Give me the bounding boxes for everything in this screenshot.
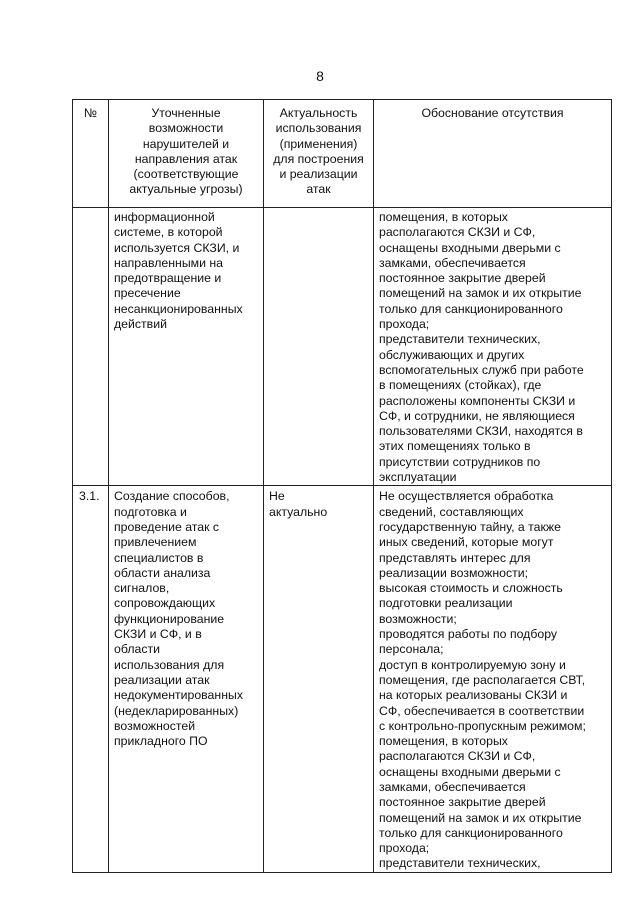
justification-text-line: присутствии сотрудников по [379, 454, 541, 469]
justification-text-line: доступ в контролируемую зону и [379, 657, 566, 672]
table-row [73, 486, 612, 872]
justification-text-line: помещения, в которых [379, 210, 508, 224]
capability-text-line: возможностей [114, 718, 196, 733]
justification-text-line: обслуживающих и других [379, 347, 525, 362]
relevance-cell [264, 486, 374, 872]
justification-text-line: постоянное закрытие дверей [379, 271, 546, 286]
justification-text-line: реализации возможности; [379, 565, 529, 580]
row-number [73, 208, 108, 210]
capability-text-line: проведение атак с [114, 519, 220, 534]
justification-text-line: замками, обеспечивается [379, 779, 526, 794]
justification-text-line: СФ, обеспечивается в соответствии [379, 703, 585, 718]
capability-text-line: предотвращение и [114, 271, 222, 286]
row-number: 3.1. [79, 489, 100, 504]
threat-table [72, 99, 612, 873]
header-relevance [264, 100, 374, 208]
capability-text-line: функционирование [114, 611, 225, 626]
relevance-text [264, 486, 373, 520]
header-text-line: и реализации [279, 167, 358, 182]
justification-text-line: Не осуществляется обработка [379, 489, 554, 504]
justification-text-line: помещений на замок и их открытие [379, 286, 582, 301]
justification-text-line: высокая стоимость и сложность [379, 581, 563, 596]
row-number-cell [73, 208, 109, 486]
header-text [374, 106, 611, 121]
capability-text-line: направленными на [114, 255, 224, 270]
justification-text [374, 486, 611, 871]
justification-text-line: помещения, где располагается СВТ, [379, 672, 586, 687]
header-text-line: использования [275, 121, 362, 136]
capability-cell [109, 486, 264, 872]
capability-text-line: несанкционированных [114, 301, 243, 316]
header-justification [374, 100, 612, 208]
table-header-row [73, 100, 612, 208]
justification-text-line: располагаются СКЗИ и СФ, [379, 225, 536, 240]
capability-text-line: подготовка и [114, 504, 187, 519]
justification-text-line: помещений на замок и их открытие [379, 810, 582, 825]
header-text [264, 106, 373, 198]
header-text-line: (применения) [279, 136, 358, 151]
row-number-cell [73, 486, 109, 872]
justification-text-line: государственную тайну, а также [379, 519, 561, 534]
table-row [73, 208, 612, 486]
header-text-line: нарушителей и [142, 136, 230, 151]
capability-text-line: области анализа [114, 565, 211, 580]
capability-text-line: прикладного ПО [114, 734, 208, 749]
justification-text-line: постоянное закрытие дверей [379, 795, 546, 810]
capability-text-line: информационной [114, 210, 215, 224]
justification-text-line: сведений, составляющих [379, 504, 524, 519]
capability-text-line: Создание способов, [114, 489, 230, 504]
header-text-line: Актуальность [279, 106, 358, 120]
justification-text-line: располагаются СКЗИ и СФ, [379, 749, 536, 764]
capability-text-line: действий [114, 317, 167, 332]
justification-cell [374, 208, 612, 486]
header-text-line: направления атак [134, 151, 238, 166]
justification-text-line: представители технических, [379, 332, 541, 347]
relevance-text-line: Не [269, 489, 285, 504]
header-text-line: для построения [273, 151, 364, 166]
relevance-text-line: актуально [269, 504, 328, 519]
header-text-line: Уточненные [151, 106, 221, 120]
justification-text-line: персонала; [379, 642, 444, 657]
justification-text-line: на которых реализованы СКЗИ и [379, 688, 568, 703]
justification-text-line: помещения, в которых [379, 734, 508, 749]
capability-text [109, 208, 263, 332]
capability-text-line: сопровождающих [114, 596, 216, 611]
page-number: 8 [316, 68, 324, 84]
capability-text-line: привлечением [114, 535, 197, 550]
justification-text [374, 208, 611, 485]
justification-text-line: СФ, и сотрудники, не являющиеся [379, 408, 575, 423]
justification-text-line: оснащены входными дверьми с [379, 240, 561, 255]
capability-text [109, 486, 263, 749]
header-capabilities [109, 100, 264, 208]
justification-text-line: представители технических, [379, 856, 541, 871]
capability-text-line: области [114, 642, 160, 657]
header-text-line: № [83, 106, 98, 120]
justification-text-line: в помещениях (стойках), где [379, 378, 542, 393]
capability-text-line: (недекларированных) [114, 703, 239, 718]
capability-text-line: специалистов в [114, 550, 204, 565]
justification-text-line: представлять интерес для [379, 550, 531, 565]
justification-text-line: только для санкционированного [379, 825, 563, 840]
justification-text-line: вспомогательных служб при работе [379, 362, 584, 377]
justification-text-line: подготовки реализации [379, 596, 513, 611]
capability-text-line: реализации атак [114, 672, 210, 687]
header-number [73, 100, 109, 208]
justification-text-line: прохода; [379, 317, 430, 332]
capability-text-line: сигналов, [114, 581, 170, 596]
justification-text-line: только для санкционированного [379, 301, 563, 316]
justification-text-line: оснащены входными дверьми с [379, 764, 561, 779]
capability-text-line: используется СКЗИ, и [114, 240, 240, 255]
justification-text-line: прохода; [379, 841, 430, 856]
capability-text-line: СКЗИ и СФ, и в [114, 627, 202, 642]
header-text-line: (соответствующие [133, 167, 239, 182]
header-text [109, 106, 263, 198]
relevance-text [264, 208, 373, 210]
header-text [73, 106, 108, 121]
justification-text-line: расположены компоненты СКЗИ и [379, 393, 576, 408]
justification-text-line: проводятся работы по подбору [379, 627, 558, 642]
capability-text-line: использования для [114, 657, 225, 672]
capability-text-line: пресечение [114, 286, 181, 301]
justification-text-line: с контрольно-пропускным режимом; [379, 718, 586, 733]
justification-text-line: эксплуатации [379, 470, 457, 485]
justification-text-line: возможности; [379, 611, 457, 626]
header-text-line: Обоснование отсутствия [421, 106, 564, 120]
capability-text-line: недокументированных [114, 688, 243, 703]
header-text-line: атак [306, 182, 331, 197]
justification-text-line: иных сведений, которые могут [379, 535, 554, 550]
relevance-cell [264, 208, 374, 486]
justification-text-line: замками, обеспечивается [379, 255, 526, 270]
capability-cell [109, 208, 264, 486]
justification-text-line: пользователями СКЗИ, находятся в [379, 424, 583, 439]
justification-text-line: этих помещениях только в [379, 439, 531, 454]
header-text-line: возможности [148, 121, 224, 136]
capability-text-line: системе, в которой [114, 225, 223, 240]
justification-cell [374, 486, 612, 872]
header-text-line: актуальные угрозы) [129, 182, 243, 197]
